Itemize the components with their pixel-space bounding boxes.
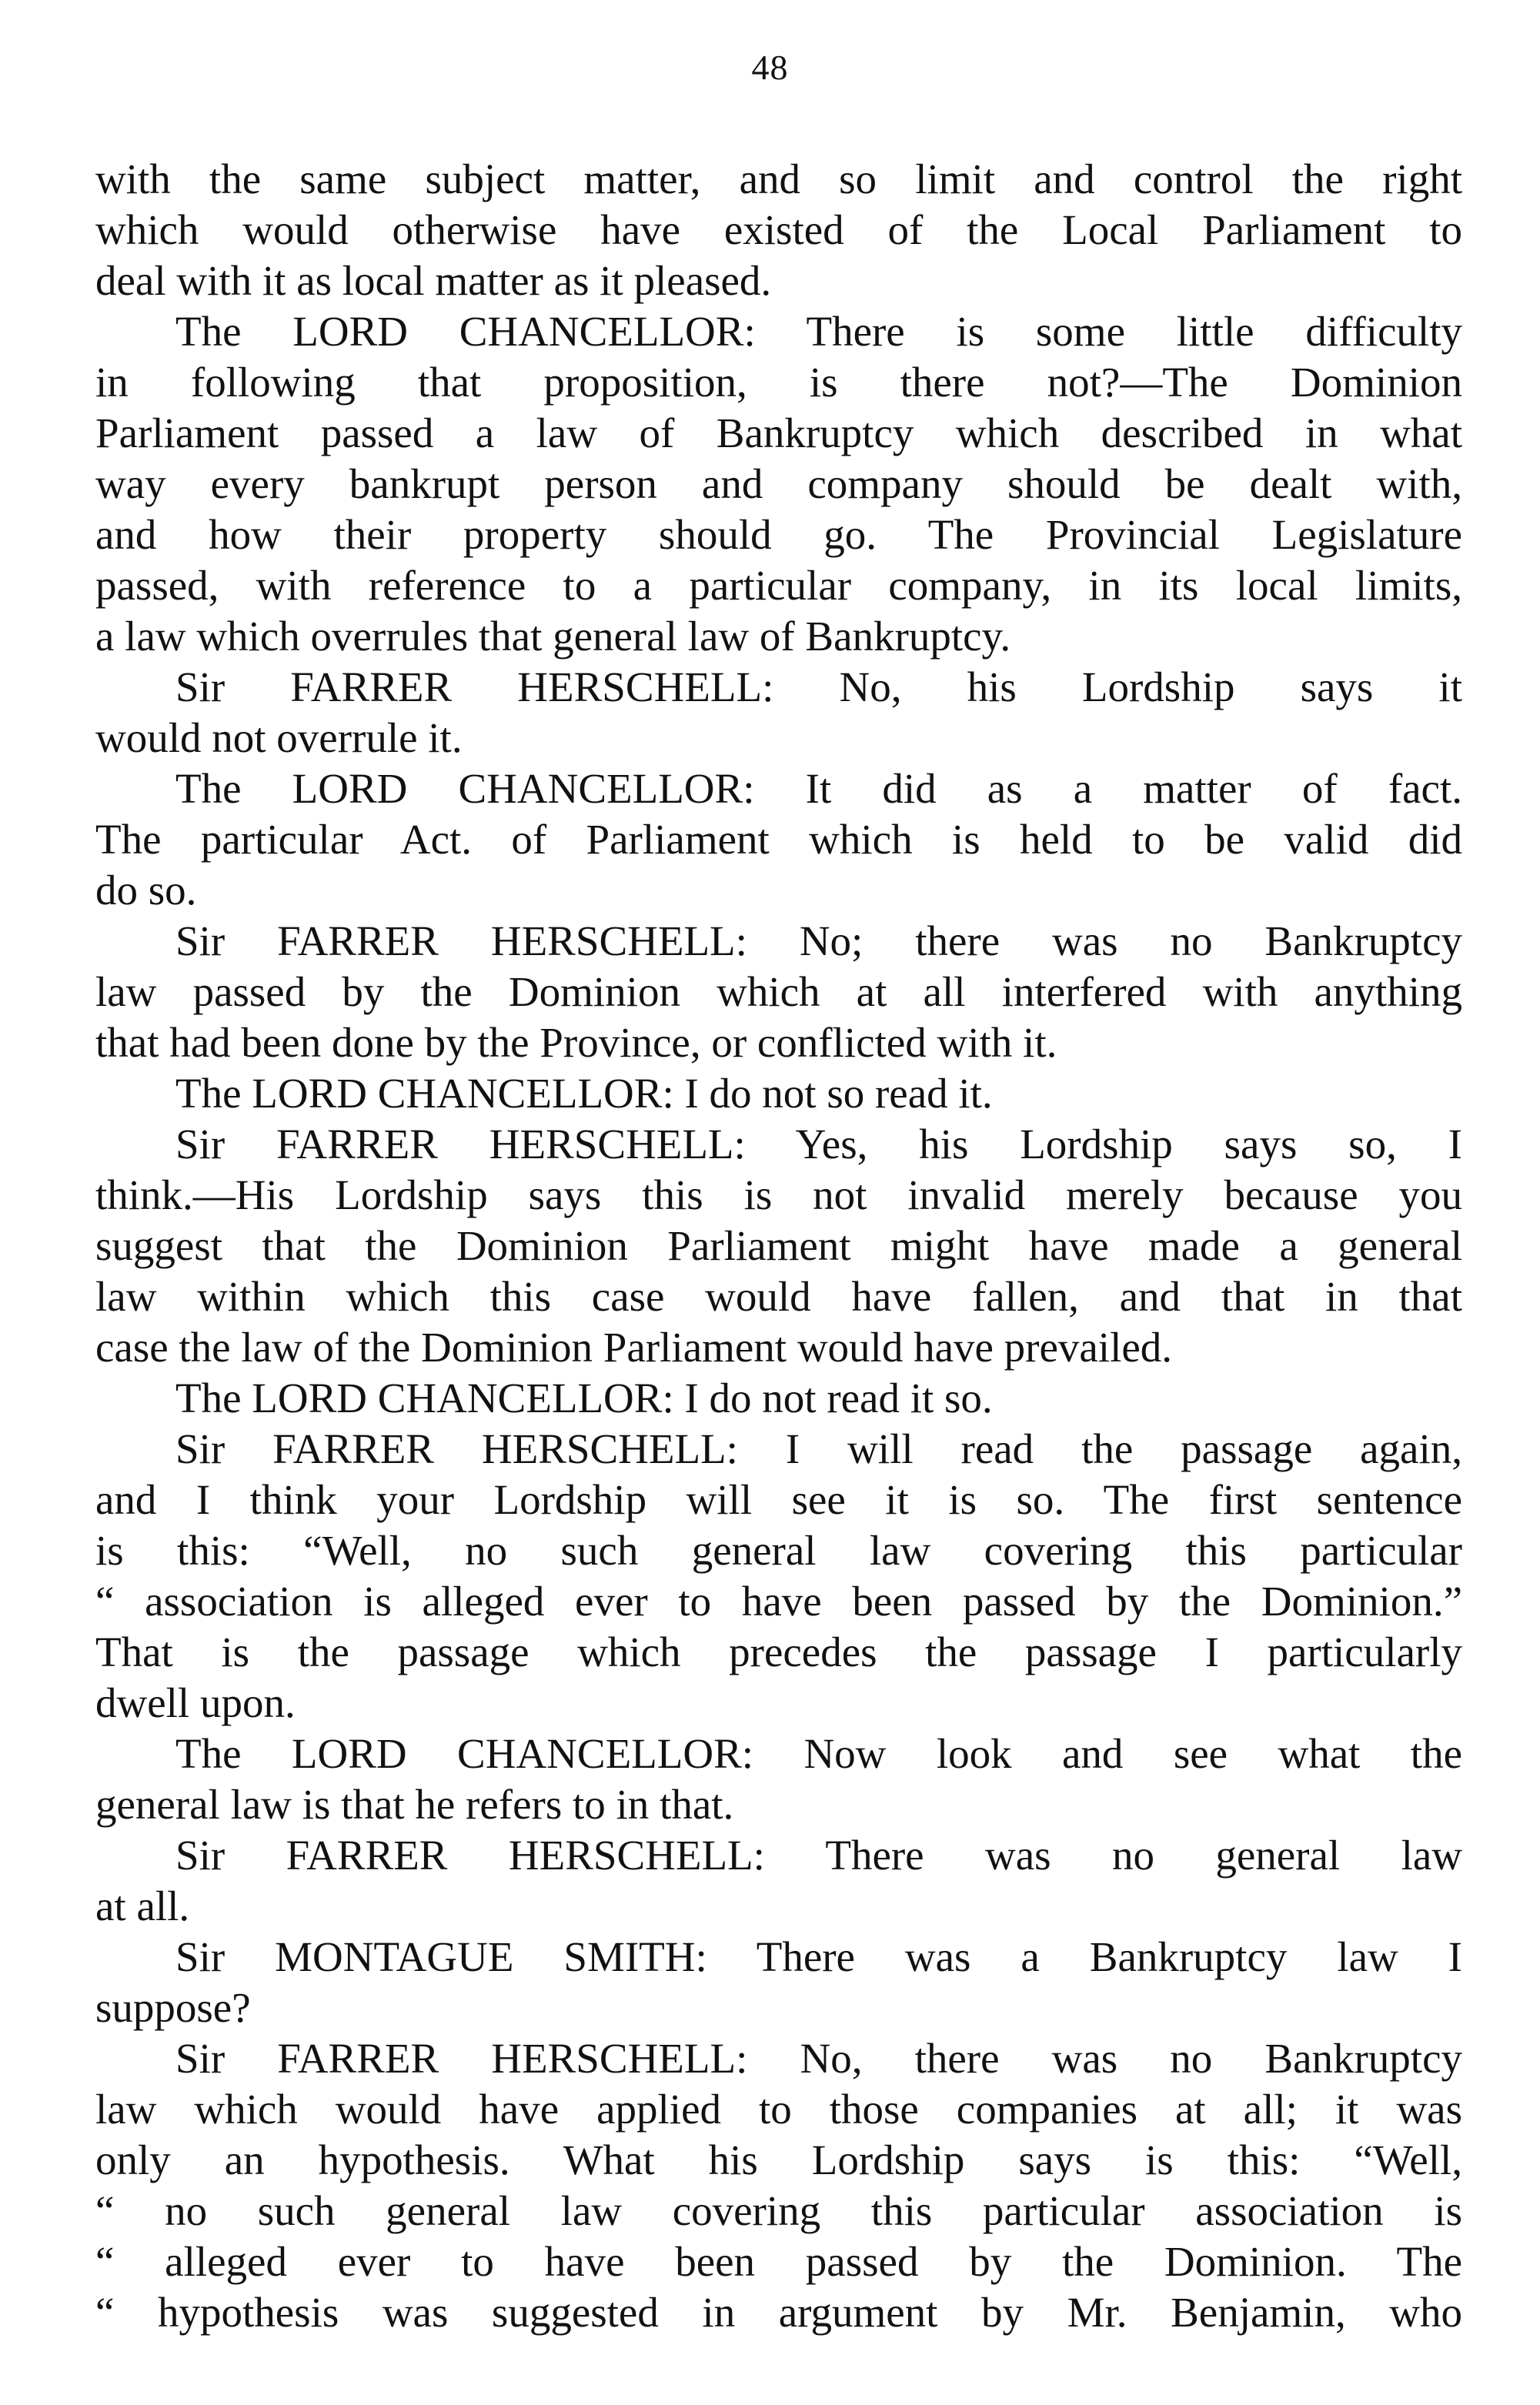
- text-line: Sir FARRER HERSCHELL: No, his Lordship says it: [175, 663, 1462, 710]
- text-line: The LORD CHANCELLOR: I do not read it so.: [175, 1375, 993, 1421]
- text-line: only an hypothesis. What his Lordship says is this: “Well,: [95, 2136, 1462, 2183]
- text-line: The LORD CHANCELLOR: I do not so read it.: [175, 1070, 993, 1117]
- text-line: law within which this case would have fallen, and that in that: [95, 1273, 1462, 1320]
- text-line: The LORD CHANCELLOR: Now look and see what the: [175, 1730, 1462, 1777]
- text-line: “ hypothesis was suggested in argument by Mr. Benjamin, who: [95, 2289, 1462, 2336]
- text-line: and how their property should go. The Provincial Legislature: [95, 511, 1462, 558]
- text-line: The LORD CHANCELLOR: It did as a matter of fact.: [175, 765, 1462, 812]
- page-number: 48: [751, 48, 789, 87]
- text-line: law which would have applied to those companies at all; it was: [95, 2086, 1462, 2133]
- text-line: Sir MONTAGUE SMITH: There was a Bankruptcy law I: [175, 1933, 1462, 1980]
- text-line: think.—His Lordship says this is not invalid merely because you: [95, 1171, 1462, 1218]
- text-line: way every bankrupt person and company should be dealt with,: [95, 460, 1462, 507]
- text-line: Sir FARRER HERSCHELL: No, there was no Bankruptcy: [175, 2035, 1462, 2082]
- transcript-body: [95, 154, 1462, 2338]
- text-line: Sir FARRER HERSCHELL: Yes, his Lordship says so, I: [175, 1121, 1462, 1167]
- text-line: Parliament passed a law of Bankruptcy which described in what: [95, 409, 1462, 456]
- text-line: “ alleged ever to have been passed by the Dominion. The: [95, 2238, 1462, 2285]
- text-line: which would otherwise have existed of the Local Parliament to: [95, 206, 1462, 253]
- text-line: would not overrule it.: [95, 714, 463, 761]
- text-line: that had been done by the Province, or conflicted with it.: [95, 1019, 1057, 1066]
- text-line: at all.: [95, 1882, 190, 1929]
- text-line: The LORD CHANCELLOR: There is some little difficulty: [175, 308, 1462, 355]
- text-line: a law which overrules that general law of Bankruptcy.: [95, 613, 1011, 660]
- text-line: deal with it as local matter as it pleased.: [95, 257, 772, 304]
- text-line: suppose?: [95, 1984, 251, 2031]
- text-line: Sir FARRER HERSCHELL: There was no general law: [175, 1832, 1462, 1879]
- text-line: passed, with reference to a particular company, in its local limits,: [95, 562, 1462, 609]
- text-line: That is the passage which precedes the passage I particularly: [95, 1628, 1462, 1675]
- text-line: Sir FARRER HERSCHELL: No; there was no Bankruptcy: [175, 917, 1462, 964]
- text-line: suggest that the Dominion Parliament might have made a general: [95, 1222, 1462, 1269]
- text-line: with the same subject matter, and so limit and control the right: [95, 155, 1462, 202]
- text-line: do so.: [95, 867, 197, 914]
- text-line: and I think your Lordship will see it is so. The first sentence: [95, 1476, 1462, 1523]
- text-line: is this: “Well, no such general law covering this particular: [95, 1527, 1462, 1574]
- text-line: Sir FARRER HERSCHELL: I will read the passage again,: [175, 1425, 1462, 1472]
- text-line: general law is that he refers to in that.: [95, 1781, 734, 1828]
- text-line: in following that proposition, is there not?—The Dominion: [95, 359, 1462, 406]
- text-line: case the law of the Dominion Parliament would have prevailed.: [95, 1324, 1173, 1371]
- text-line: The particular Act. of Parliament which is held to be valid did: [95, 816, 1462, 863]
- text-line: “ association is alleged ever to have been passed by the Dominion.”: [95, 1578, 1462, 1625]
- text-line: law passed by the Dominion which at all interfered with anything: [95, 968, 1462, 1015]
- text-line: dwell upon.: [95, 1679, 296, 1726]
- text-line: “ no such general law covering this particular association is: [95, 2187, 1462, 2234]
